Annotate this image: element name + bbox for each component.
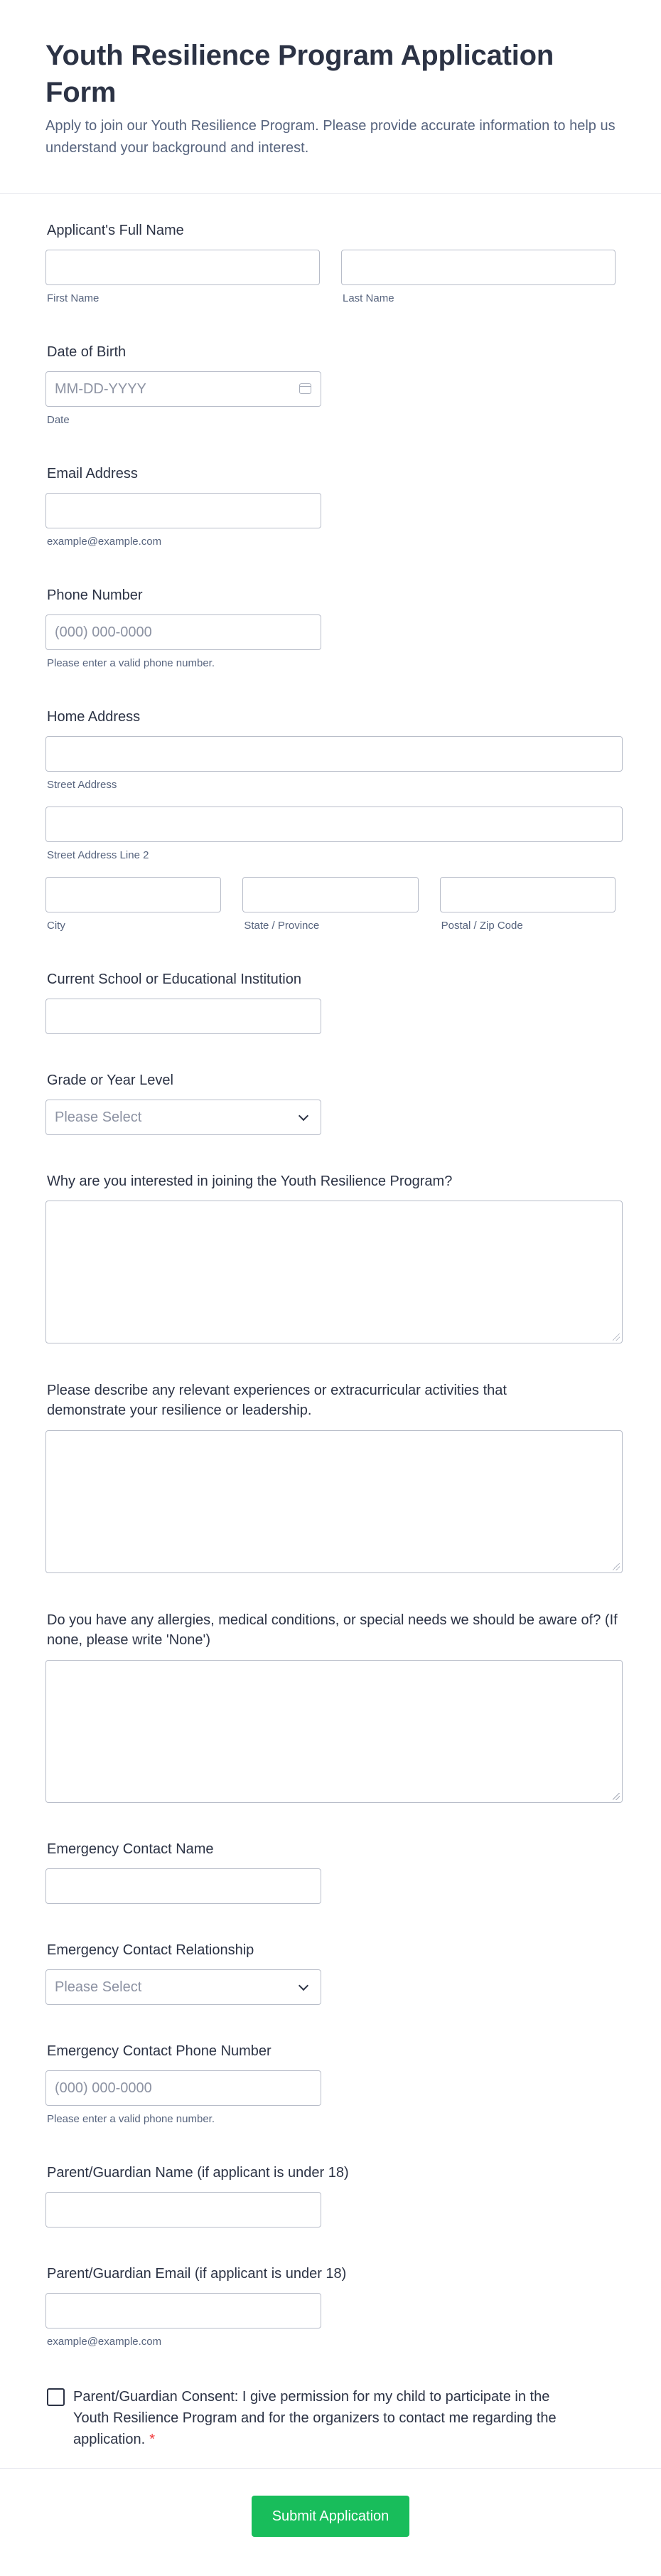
dob-label: Date of Birth (47, 344, 127, 360)
state-col (242, 877, 418, 933)
resize-handle-icon[interactable] (613, 1334, 620, 1341)
full-name-row (45, 250, 616, 306)
address-field (45, 708, 616, 933)
address-label: Home Address (47, 709, 141, 725)
page-title: Youth Resilience Program Application Form (45, 40, 554, 108)
interest-textarea[interactable] (45, 1201, 623, 1343)
resize-handle-icon[interactable] (613, 1563, 620, 1570)
dob-wrap (45, 371, 321, 407)
grade-select[interactable] (45, 1100, 321, 1135)
email-sublabel: example@example.com (47, 536, 162, 548)
zip-col (440, 877, 616, 933)
phone-label: Phone Number (47, 587, 143, 603)
guardian-email-label: Parent/Guardian Email (if applicant is under 18) (47, 2266, 347, 2282)
guardian-email-input[interactable] (45, 2293, 321, 2328)
zip-input[interactable] (440, 877, 616, 912)
guardian-name-label: Parent/Guardian Name (if applicant is under 18) (47, 2165, 349, 2181)
emergency-phone-field (45, 2042, 616, 2127)
form-header (0, 0, 661, 194)
state-sublabel: State / Province (244, 920, 320, 932)
emergency-phone-sublabel: Please enter a valid phone number. (47, 2113, 215, 2125)
guardian-email-field (45, 2264, 616, 2349)
last-name-input[interactable] (341, 250, 616, 285)
school-input[interactable] (45, 999, 321, 1034)
email-label: Email Address (47, 466, 138, 481)
emergency-phone-input[interactable] (45, 2070, 321, 2106)
school-label: Current School or Educational Institution (47, 972, 301, 987)
city-col (45, 877, 221, 933)
full-name-field (45, 221, 616, 306)
interest-label: Why are you interested in joining the Youth Resilience Program? (47, 1173, 453, 1189)
email-input[interactable] (45, 493, 321, 528)
full-name-label: Applicant's Full Name (47, 223, 184, 238)
street-address-2-input[interactable] (45, 807, 623, 842)
school-field (45, 970, 616, 1034)
submit-button[interactable]: Submit Application (252, 2496, 409, 2537)
interest-field (45, 1172, 616, 1343)
calendar-icon[interactable] (299, 383, 311, 394)
grade-select-value[interactable]: Please Select (45, 1100, 321, 1135)
consent-checkbox[interactable] (47, 2388, 65, 2406)
consent-text-wrap (73, 2386, 571, 2450)
medical-field (45, 1610, 616, 1803)
emergency-name-label: Emergency Contact Name (47, 1841, 214, 1857)
consent-field (45, 2386, 571, 2450)
medical-textarea[interactable] (45, 1660, 623, 1803)
guardian-name-field (45, 2163, 616, 2228)
dob-sublabel: Date (47, 414, 70, 426)
form-footer (0, 2468, 661, 2537)
emergency-relationship-label: Emergency Contact Relationship (47, 1942, 254, 1958)
emergency-name-field (45, 1840, 616, 1904)
email-field (45, 464, 616, 549)
street-address-input[interactable] (45, 736, 623, 772)
city-sublabel: City (47, 920, 65, 932)
last-name-col (341, 250, 616, 306)
street-address-sublabel: Street Address (47, 779, 117, 791)
dob-input[interactable] (45, 371, 321, 407)
first-name-sublabel: First Name (47, 292, 100, 304)
first-name-col (45, 250, 320, 306)
emergency-phone-label: Emergency Contact Phone Number (47, 2043, 272, 2059)
form-body (0, 194, 661, 2450)
city-input[interactable] (45, 877, 221, 912)
grade-field (45, 1071, 616, 1135)
guardian-name-input[interactable] (45, 2192, 321, 2228)
phone-sublabel: Please enter a valid phone number. (47, 657, 215, 669)
phone-input[interactable] (45, 614, 321, 650)
experience-textarea[interactable] (45, 1430, 623, 1573)
experience-field (45, 1380, 616, 1573)
state-input[interactable] (242, 877, 418, 912)
dob-field (45, 343, 616, 427)
consent-text: Parent/Guardian Consent: I give permission for my child to participate in the Youth Resilience Program and for the organizers to contact me regarding the application. (73, 2389, 557, 2447)
first-name-input[interactable] (45, 250, 320, 285)
phone-field (45, 586, 616, 671)
emergency-relationship-select[interactable] (45, 1969, 321, 2005)
last-name-sublabel: Last Name (343, 292, 394, 304)
street-address-2-sublabel: Street Address Line 2 (47, 849, 149, 861)
emergency-name-input[interactable] (45, 1868, 321, 1904)
experience-label: Please describe any relevant experiences or extracurricular activities that demonstrate your resilience or leadership. (47, 1383, 507, 1418)
page-subtitle: Apply to join our Youth Resilience Program. Please provide accurate information to help us understand your background and interest. (45, 118, 616, 156)
required-mark: * (149, 2432, 155, 2447)
zip-sublabel: Postal / Zip Code (441, 920, 523, 932)
resize-handle-icon[interactable] (613, 1793, 620, 1800)
emergency-relationship-field (45, 1941, 616, 2005)
guardian-email-sublabel: example@example.com (47, 2336, 162, 2348)
grade-label: Grade or Year Level (47, 1073, 173, 1088)
emergency-relationship-select-value[interactable]: Please Select (45, 1969, 321, 2005)
city-state-zip-row (45, 877, 616, 933)
medical-label: Do you have any allergies, medical conditions, or special needs we should be aware of? (If none, please write 'None') (47, 1612, 618, 1648)
